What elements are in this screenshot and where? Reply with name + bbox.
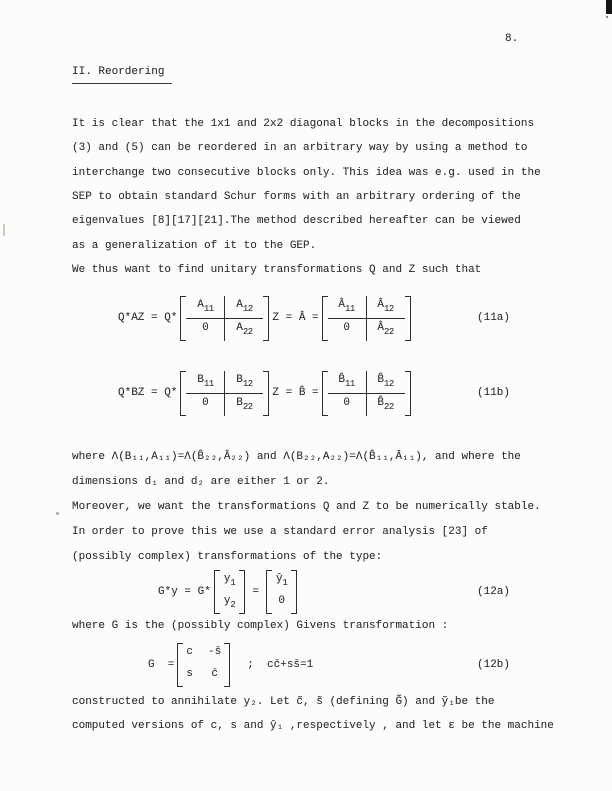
givens-matrix (177, 643, 230, 687)
paragraph-line: interchange two consecutive blocks only. This idea was e.g. used in the (72, 167, 541, 179)
cell-base: 0 (202, 396, 209, 409)
cell-base: Â (338, 298, 346, 311)
cell-base: B (197, 373, 204, 386)
matrix-cell (183, 643, 196, 665)
cell-base: c̄ (211, 668, 218, 680)
scan-artifact (606, 0, 612, 14)
matrix-cell (224, 371, 263, 394)
right-bracket (263, 296, 269, 341)
matrix-cell (366, 371, 405, 394)
vector-cells (220, 570, 240, 614)
vector-cell (272, 592, 292, 614)
page-number: 8. (505, 33, 519, 45)
cell-subscript: 12 (242, 303, 253, 314)
equation-11b (0, 364, 612, 422)
cell-subscript: 11 (345, 378, 355, 389)
matrix-cell (205, 643, 224, 665)
cell-base: 0 (202, 321, 209, 334)
cell-base: -s̄ (208, 646, 222, 658)
cell-subscript: 22 (242, 401, 253, 412)
cell-subscript: 11 (203, 303, 214, 314)
paragraph-line: It is clear that the 1x1 and 2x2 diagonal blocks in the decompositions (72, 118, 535, 130)
cell-base: y (223, 595, 231, 607)
matrix-cells (328, 296, 405, 341)
matrix-cell (328, 296, 366, 319)
cell-base: A (197, 298, 204, 311)
equation-11a (0, 289, 612, 347)
matrix-cell (366, 319, 405, 341)
paragraph-line: where Λ(B₁₁,A₁₁)=Λ(B̂₂₂,Â₂₂) and Λ(B₂₂,A₂₂)=Λ(B̂₁₁,Â₁₁), and where the (72, 451, 521, 463)
partitioned-matrix-A (180, 296, 269, 341)
equation-lhs: G = (148, 659, 175, 671)
matrix-cell (224, 319, 263, 341)
paragraph-line: dimensions d₁ and d₂ are either 1 or 2. (72, 476, 330, 488)
matrix-cells (328, 371, 405, 416)
matrix-cell (186, 296, 224, 319)
column-vector-y-hat (266, 570, 298, 614)
matrix-cells (186, 296, 263, 341)
matrix-cell (366, 296, 405, 319)
matrix-cell (366, 394, 405, 416)
cell-base: 0 (343, 321, 350, 334)
cell-base: B̂ (377, 373, 385, 386)
vector-cell (220, 570, 240, 592)
matrix-cells (183, 643, 224, 687)
equation-mid: Z = B̂ = (272, 387, 319, 399)
cell-base: s (186, 668, 194, 680)
cell-subscript: 22 (242, 326, 253, 337)
vector-cells (272, 570, 292, 614)
partitioned-matrix-A-hat (322, 296, 411, 341)
paragraph-line: constructed to annihilate y₂. Let c̃, s̃ (defining G̃) and ỹ₁be the (72, 696, 495, 708)
cell-base: 0 (343, 396, 350, 409)
cell-subscript: 1 (282, 578, 288, 588)
matrix-cell (328, 394, 366, 416)
paragraph-line: Moreover, we want the transformations Q and Z to be numerically stable. (72, 501, 541, 513)
equation-number: (12b) (477, 659, 511, 671)
cell-base: y (223, 573, 231, 585)
right-bracket (263, 371, 269, 416)
cell-subscript: 11 (203, 378, 214, 389)
paragraph-line: SEP to obtain standard Schur forms with an arbitrary ordering of the (72, 191, 521, 203)
cell-base: c (186, 646, 194, 658)
paragraph-line: eigenvalues [8][17][21].The method described hereafter can be viewed (72, 215, 521, 227)
matrix-cell (186, 394, 224, 416)
cell-subscript: 1 (230, 578, 236, 588)
cell-base: Â (377, 321, 385, 334)
equation-number: (11a) (477, 312, 511, 324)
column-vector-y (214, 570, 246, 614)
right-bracket (405, 371, 411, 416)
cell-base: Â (377, 298, 385, 311)
cell-base: A (236, 298, 243, 311)
cell-base: B̂ (377, 396, 385, 409)
scan-artifact (606, 16, 608, 18)
equation-12b (0, 638, 612, 692)
equation-number: (11b) (477, 387, 511, 399)
cell-base: 0 (278, 595, 285, 607)
cell-base: B (236, 396, 243, 409)
partitioned-matrix-B (180, 371, 269, 416)
paragraph-line: In order to prove this we use a standard error analysis [23] of (72, 526, 488, 538)
equation-mid: = (252, 586, 259, 598)
cell-subscript: 11 (345, 303, 355, 314)
paragraph-line: (3) and (5) can be reordered in an arbitrary way by using a method to (72, 142, 528, 154)
scan-artifact (3, 224, 5, 236)
matrix-cell (224, 394, 263, 416)
equation-lhs: Q*AZ = Q* (118, 312, 178, 324)
right-bracket (291, 570, 297, 614)
partitioned-matrix-B-hat (322, 371, 411, 416)
matrix-cell (205, 665, 224, 687)
right-bracket (239, 570, 245, 614)
cell-subscript: 12 (384, 303, 394, 314)
cell-subscript: 12 (384, 378, 394, 389)
matrix-cell (186, 319, 224, 341)
equation-12a (0, 566, 612, 618)
right-bracket (405, 296, 411, 341)
equation-number: (12a) (477, 586, 511, 598)
equation-lhs: G*y = G* (158, 586, 211, 598)
matrix-cell (186, 371, 224, 394)
paragraph-line: where G is the (possibly complex) Givens transformation : (72, 620, 449, 632)
matrix-cell (224, 296, 263, 319)
scan-artifact (56, 512, 59, 515)
vector-cell (272, 570, 292, 592)
matrix-cell (328, 371, 366, 394)
matrix-cell (328, 319, 366, 341)
paragraph-line: (possibly complex) transformations of the type: (72, 551, 383, 563)
paragraph-line: as a generalization of it to the GEP. (72, 240, 317, 252)
cell-base: ŷ (275, 573, 283, 585)
matrix-cells (186, 371, 263, 416)
cell-base: B (236, 373, 243, 386)
cell-subscript: 12 (242, 378, 253, 389)
section-heading: II. Reordering (72, 66, 172, 84)
paragraph-line: We thus want to find unitary transformations Q and Z such that (72, 264, 482, 276)
vector-cell (220, 592, 240, 614)
cell-base: B̂ (338, 373, 346, 386)
cell-base: A (236, 321, 243, 334)
matrix-cell (183, 665, 196, 687)
cell-subscript: 22 (384, 401, 394, 412)
equation-mid: Z = Â = (272, 312, 319, 324)
cell-subscript: 2 (230, 600, 236, 610)
right-bracket (224, 643, 230, 687)
cell-subscript: 22 (384, 326, 394, 337)
paragraph-line: computed versions of c, s and ŷ₁ ,respectively , and let ε be the machine (72, 720, 554, 732)
equation-condition: ; cc̄+ss̄=1 (247, 659, 314, 671)
equation-lhs: Q*BZ = Q* (118, 387, 178, 399)
